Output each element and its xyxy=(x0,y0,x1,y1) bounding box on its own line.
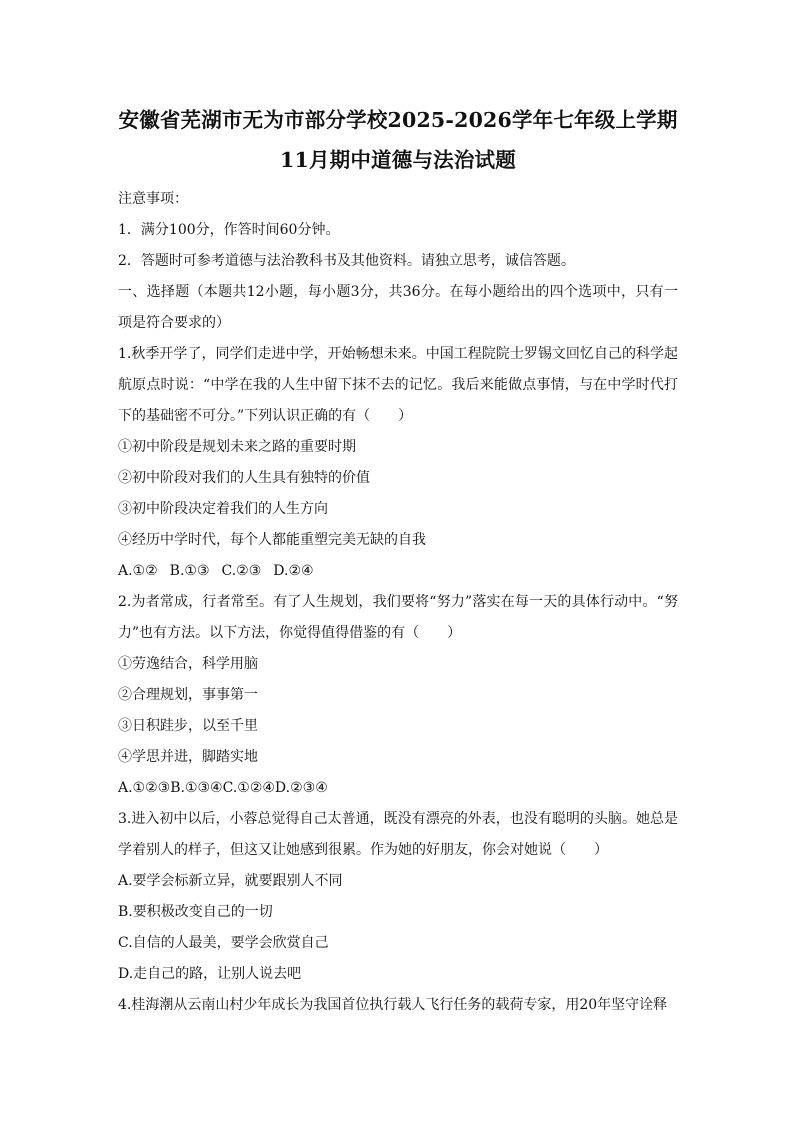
question-2-statement-2: ②合理规划，事事第一 xyxy=(118,687,258,703)
question-1-answer-c: C.②③ xyxy=(221,563,262,579)
question-1-answer-b: B.①③ xyxy=(169,563,210,579)
exam-title-line-2: 11月期中道德与法治试题 xyxy=(280,148,516,172)
question-1-answer-a: A.①② xyxy=(118,563,158,579)
question-1-stem: 1.秋季开学了，同学们走进中学，开始畅想未来。中国工程院院士罗锡文回忆自己的科学起航原点时说：“中学在我的人生中留下抹不去的记忆。我后来能做点事情，与在中学时代打下的基础密不可分。”下列认识正确的有（ ） xyxy=(118,346,678,424)
question-3-option-c: C.自信的人最美，要学会欣赏自己 xyxy=(118,935,329,951)
question-2-stem: 2.为者常成，行者常至。有了人生规划，我们要将“努力”落实在每一天的具体行动中。“努力”也有方法。以下方法，你觉得值得借鉴的有（ ） xyxy=(118,594,678,641)
question-1-statement-3: ③初中阶段决定着我们的人生方向 xyxy=(118,501,328,517)
question-2-statement-4: ④学思并进，脚踏实地 xyxy=(118,749,258,765)
question-1-statement-4: ④经历中学时代，每个人都能重塑完美无缺的自我 xyxy=(118,532,426,548)
notes-heading: 注意事项： xyxy=(118,191,188,207)
question-3-option-a: A.要学会标新立异，就要跟别人不同 xyxy=(118,873,343,889)
question-3-option-b: B.要积极改变自己的一切 xyxy=(118,904,273,920)
question-1-answer-d: D.②④ xyxy=(273,563,314,579)
question-1-statement-1: ①初中阶段是规划未来之路的重要时期 xyxy=(118,439,356,455)
question-3-option-d: D.走自己的路，让别人说去吧 xyxy=(118,966,302,982)
note-item-1: 1．满分100分，作答时间60分钟。 xyxy=(118,222,340,238)
exam-page xyxy=(118,100,678,1021)
note-item-2: 2．答题时可参考道德与法治教科书及其他资料。请独立思考，诚信答题。 xyxy=(118,253,575,269)
question-2-statement-3: ③日积跬步，以至千里 xyxy=(118,718,258,734)
question-2-answers: A.①②③B.①③④C.①②④D.②③④ xyxy=(118,780,328,796)
question-2-statement-1: ①劳逸结合，科学用脑 xyxy=(118,656,258,672)
question-4-stem: 4.桂海潮从云南山村少年成长为我国首位执行载人飞行任务的载荷专家，用20年坚守诠释 xyxy=(118,997,668,1013)
section-heading-choice: 一、选择题（本题共12小题，每小题3分，共36分。在每小题给出的四个选项中，只有一项是符合要求的） xyxy=(118,284,678,331)
question-1-answers xyxy=(118,556,678,587)
question-3-stem: 3.进入初中以后，小蓉总觉得自己太普通，既没有漂亮的外表，也没有聪明的头脑。她总是学着别人的样子，但这又让她感到很累。作为她的好朋友，你会对她说（ ） xyxy=(118,811,678,858)
exam-title-line-1: 安徽省芜湖市无为市部分学校2025-2026学年七年级上学期 xyxy=(118,108,678,132)
question-1-statement-2: ②初中阶段对我们的人生具有独特的价值 xyxy=(118,470,370,486)
